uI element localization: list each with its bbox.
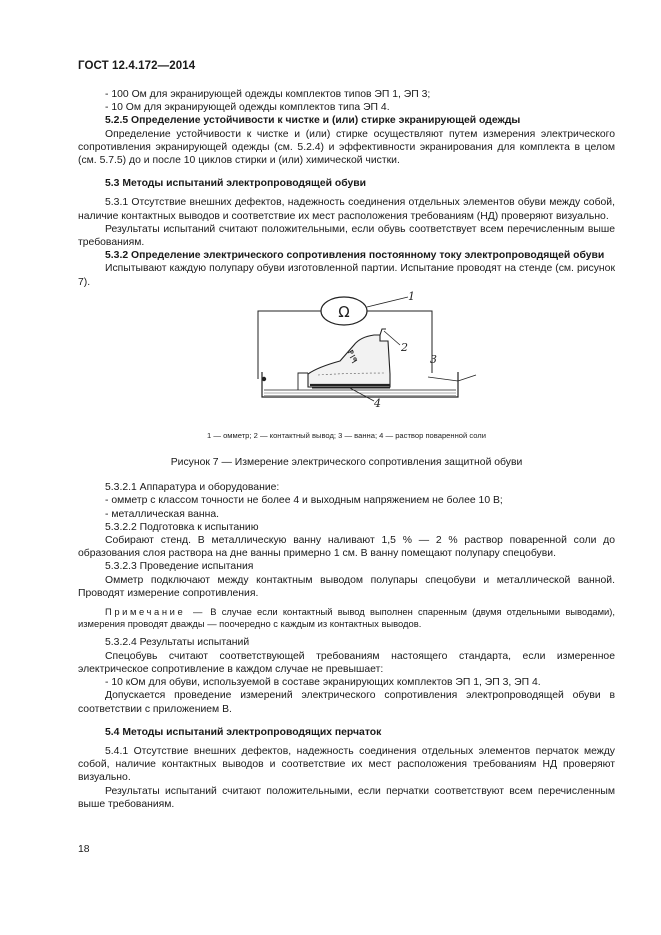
document-header: ГОСТ 12.4.172—2014 [78, 60, 196, 72]
paragraph: Испытывают каждую полупару обуви изготовленной партии. Испытание проводят на стенде (см. рисунок 7). [78, 263, 615, 288]
list-item: - омметр с классом точности не более 4 и выходным напряжением не более 10 В; [105, 495, 503, 507]
shoe [308, 335, 390, 388]
section-heading-5-4: 5.4 Методы испытаний электропроводящих перчаток [105, 726, 382, 738]
measurement-diagram [78, 289, 615, 425]
ohm-symbol: Ω [338, 302, 350, 321]
list-item: - 10 кОм для обуви, используемой в составе экранирующих комплектов ЭП 1, ЭП 3, ЭП 4. [105, 677, 541, 689]
paragraph: 5.4.1 Отсутствие внешних дефектов, надежность соединения отдельных элементов перчаток между собой, наличие контактных выводов и соответствие их мест расположения требованиям НД проверяют визуально. [78, 745, 615, 784]
paragraph: Определение устойчивости к чистке и (или) стирке осуществляют путем измерения электрического сопротивления экранирующей одежды (см. 5.2.4) и эффективности экранирования для комплекта в целом (см. 5.7.5) до и после 10 циклов стирки и (или) химической чистки. [78, 128, 615, 167]
contact-point [262, 377, 266, 381]
paragraph: Допускается проведение измерений электрического сопротивления электропроводящей обуви в соответствии с приложением В. [78, 690, 615, 715]
note-text: В случае если контактный вывод выполнен спаренным (двумя отдельными выводами), измерения проводят дважды — поочередно с каждым из контактных выводов. [78, 606, 616, 630]
subsection-title: 5.3.2.3 Проведение испытания [105, 561, 254, 573]
list-item: - 10 Ом для экранирующей одежды комплектов типа ЭП 4. [105, 102, 390, 114]
label-4: 4 [374, 396, 381, 410]
subsection-title: 5.3.2.1 Аппаратура и оборудование: [105, 482, 280, 494]
paragraph: Результаты испытаний считают положительными, если перчатки соответствуют всем перечисленным выше требованиям. [78, 785, 615, 810]
list-item: - металлическая ванна. [105, 508, 220, 520]
note [78, 606, 615, 630]
paragraph: Собирают стенд. В металлическую ванну наливают 1,5 % — 2 % раствор поваренной соли до образования слоя раствора на дне ванны примерно 1 см. В ванну помещают полупару спецобуви. [78, 535, 615, 560]
figure-caption: Рисунок 7 — Измерение электрического сопротивления защитной обуви [170, 457, 523, 469]
section-heading-5-2-5: 5.2.5 Определение устойчивости к чистке и (или) стирке экранирующей одежды [105, 115, 521, 127]
section-heading-5-3: 5.3 Методы испытаний электропроводящей обуви [105, 178, 367, 190]
label-1: 1 [408, 289, 415, 303]
figure-legend: 1 — омметр; 2 — контактный вывод; 3 — ванна; 4 — раствор поваренной соли [207, 430, 486, 440]
list-item: - 100 Ом для экранирующей одежды комплектов типов ЭП 1, ЭП 3; [105, 89, 431, 100]
subsection-title: 5.3.2.4 Результаты испытаний [105, 637, 250, 649]
section-heading-5-3-2: 5.3.2 Определение электрического сопротивления постоянному току электропроводящей обуви [105, 250, 605, 262]
page-number: 18 [78, 844, 90, 855]
label-2: 2 [401, 340, 408, 354]
subsection-title: 5.3.2.2 Подготовка к испытанию [105, 521, 259, 533]
paragraph: Омметр подключают между контактным выводом полупары спецобуви и металлической ванной. Проводят измерение сопротивления. [78, 574, 615, 599]
paragraph: Результаты испытаний считают положительными, если обувь соответствует всем перечисленным выше требованиям. [78, 223, 615, 249]
label-3: 3 [430, 352, 437, 366]
figure-7-diagram [78, 289, 615, 425]
document-body [78, 88, 615, 811]
paragraph: Спецобувь считают соответствующей требованиям настоящего стандарта, если измеренное электрическое сопротивление в каждом случае не превышает: [78, 650, 615, 675]
note-label: Примечание — [105, 606, 206, 618]
paragraph: 5.3.1 Отсутствие внешних дефектов, надежность соединения отдельных элементов обуви между собой, наличие контактных выводов и соответствие их мест расположения требованиям (НД) проверяют визуально. [78, 197, 615, 222]
